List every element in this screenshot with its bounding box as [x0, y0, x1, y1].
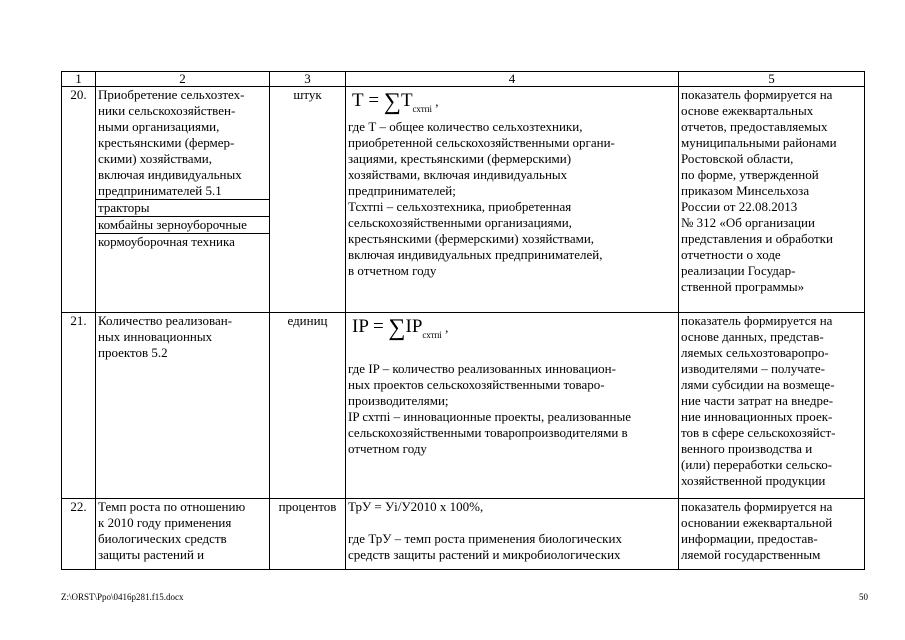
name-line: предпринимателей 5.1: [98, 183, 222, 198]
source-line: венного производства и: [681, 441, 813, 456]
source-line: отчетности о ходе: [681, 247, 781, 262]
name-line: Приобретение сельхозтех-: [98, 87, 245, 102]
desc-line: предпринимателей;: [348, 183, 456, 198]
source-line: ние инновационных проек-: [681, 409, 833, 424]
name-line: ники сельскохозяйствен-: [98, 103, 236, 118]
unit-cell: единиц: [270, 313, 346, 499]
table-row: [62, 313, 865, 499]
indicator-name: [96, 313, 270, 499]
source-line: Ростовской области,: [681, 151, 794, 166]
indicator-name: [96, 499, 270, 570]
source-line: хозяйственной продукции: [681, 473, 826, 488]
name-line: к 2010 году применения: [98, 515, 232, 530]
name-line: крестьянскими (фермер-: [98, 135, 235, 150]
name-line: биологических средств: [98, 531, 227, 546]
table-row: [62, 499, 865, 570]
footer-page-number: 50: [859, 592, 868, 602]
formula: IP = $\sum IP_{схтпi}$ ,: [352, 315, 449, 341]
method-cell: [346, 87, 679, 313]
source-line: ляемых сельхозтоваропро-: [681, 345, 829, 360]
source-line: по форме, утвержденной: [681, 167, 819, 182]
desc-line: ных проектов сельскохозяйственными товаро-: [348, 377, 605, 392]
method-cell: [346, 499, 679, 570]
desc-line: крестьянскими (фермерскими) хозяйствами,: [348, 231, 595, 246]
source-line: лями субсидии на возмеще-: [681, 377, 835, 392]
header-row: [62, 72, 865, 87]
source-line: отчетов, предоставляемых: [681, 119, 828, 134]
source-line: России от 22.08.2013: [681, 199, 798, 214]
source-line: тов в сфере сельскохозяйст-: [681, 425, 836, 440]
table-row: [62, 87, 865, 313]
desc-line: хозяйствами, включая индивидуальных: [348, 167, 568, 182]
footer-file-path: Z:\ORST\Ppo\0416p281.f15.docx: [61, 592, 184, 602]
source-line: реализации Государ-: [681, 263, 796, 278]
header-col-2: 2: [96, 72, 270, 87]
source-line: информации, предостав-: [681, 531, 818, 546]
desc-line: сельскохозяйственными организациями,: [348, 215, 572, 230]
source-line: приказом Минсельхоза: [681, 183, 810, 198]
header-col-1: 1: [62, 72, 96, 87]
desc-line: где IP – количество реализованных инновацион-: [348, 361, 616, 376]
row-number: 20.: [62, 87, 96, 313]
sigma-symbol: ∑: [388, 315, 406, 341]
desc-line: где ТрУ – темп роста применения биологических: [348, 531, 622, 546]
desc-line: приобретенной сельскохозяйственными органи-: [348, 135, 615, 150]
source-line: представления и обработки: [681, 231, 833, 246]
formula: ТрУ = Уi/У2010 х 100%,: [348, 499, 484, 514]
sigma-symbol: ∑: [383, 89, 401, 115]
source-line: показатель формируется на: [681, 87, 833, 102]
name-line: скими) хозяйствами,: [98, 151, 213, 166]
name-line: включая индивидуальных: [98, 167, 242, 182]
page-bottom-margin: [0, 576, 905, 640]
desc-line: IP схтпi – инновационные проекты, реализованные: [348, 409, 631, 424]
subitem-forage-harvesters: кормоуборочная техника: [96, 233, 269, 250]
header-col-3: 3: [270, 72, 346, 87]
unit-cell: штук: [270, 87, 346, 313]
row-number: 22.: [62, 499, 96, 570]
header-col-4: 4: [346, 72, 679, 87]
formula: $Т = \sum Т_{схтпi}$ ,: [352, 89, 439, 115]
name-line: Количество реализован-: [98, 313, 233, 328]
desc-line: в отчетном году: [348, 263, 437, 278]
subitem-tractors: тракторы: [96, 199, 269, 216]
desc-line: зациями, крестьянскими (фермерскими): [348, 151, 572, 166]
source-line: изводителями – получате-: [681, 361, 825, 376]
row-number: 21.: [62, 313, 96, 499]
source-line: (или) переработки сельско-: [681, 457, 833, 472]
source-line: ние части затрат на внедре-: [681, 393, 834, 408]
source-cell: [679, 87, 865, 313]
desc-line: средств защиты растений и микробиологических: [348, 547, 621, 562]
source-line: показатель формируется на: [681, 499, 833, 514]
name-line: защиты растений и: [98, 547, 205, 562]
source-line: ственной программы»: [681, 279, 805, 294]
indicators-table: [61, 71, 865, 570]
source-line: муниципальными районами: [681, 135, 837, 150]
source-line: основе ежеквартальных: [681, 103, 814, 118]
header-col-5: 5: [679, 72, 865, 87]
name-line: Темп роста по отношению: [98, 499, 246, 514]
unit-cell: процентов: [270, 499, 346, 570]
indicator-name: [96, 87, 270, 313]
desc-line: где Т – общее количество сельхозтехники,: [348, 119, 583, 134]
source-line: основании ежеквартальной: [681, 515, 833, 530]
source-line: показатель формируется на: [681, 313, 833, 328]
source-cell: [679, 499, 865, 570]
desc-line: производителями;: [348, 393, 449, 408]
desc-line: отчетном году: [348, 441, 427, 456]
name-line: ными организациями,: [98, 119, 220, 134]
source-line: ляемой государственным: [681, 547, 821, 562]
name-line: проектов 5.2: [98, 345, 168, 360]
desc-line: Тсхтпi – сельхозтехника, приобретенная: [348, 199, 572, 214]
subitem-combines: комбайны зерноуборочные: [96, 216, 269, 233]
desc-line: сельскохозяйственными товаропроизводителями в: [348, 425, 628, 440]
name-line: ных инновационных: [98, 329, 213, 344]
source-line: № 312 «Об организации: [681, 215, 815, 230]
source-line: основе данных, представ-: [681, 329, 824, 344]
desc-line: включая индивидуальных предпринимателей,: [348, 247, 603, 262]
method-cell: [346, 313, 679, 499]
source-cell: [679, 313, 865, 499]
